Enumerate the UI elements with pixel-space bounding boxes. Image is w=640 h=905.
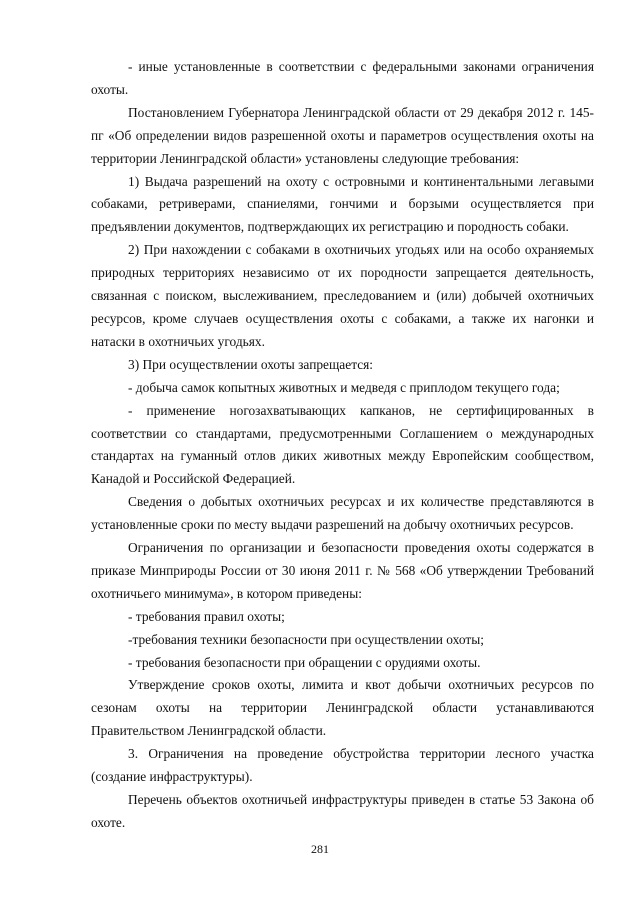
document-body: [91, 56, 594, 835]
list-item-traps-prohibition: - применение ногозахватывающих капканов, не сертифицированных в соответствии со стандартами, предусмотренными Соглашением о международных стандартах на гуманный отлов диких животных между Европейским сообществом, Канадой и Российской Федерацией.: [91, 402, 594, 487]
list-item-safety-techniques: -требования техники безопасности при осуществлении охоты;: [128, 631, 484, 647]
paragraph-requirement-1: 1) Выдача разрешений на охоту с островными и континентальными легавыми собаками, ретриверами, спаниелями, гончими и борзыми осуществляется при предъявлении документов, подтверждающих их регистрацию и породность собаки.: [91, 173, 594, 235]
paragraph-governor-decree: Постановлением Губернатора Ленинградской области от 29 декабря 2012 г. 145-пг «Об определении видов разрешенной охоты и параметров осуществления охоты на территории Ленинградской области» установлены следующие требования:: [91, 104, 594, 166]
page-number: 281: [311, 842, 329, 856]
paragraph-hunting-restrictions-federal: - иные установленные в соответствии с федеральными законами ограничения охоты.: [91, 59, 594, 97]
list-item-females-prohibition: - добыча самок копытных животных и медведя с приплодом текущего года;: [128, 379, 560, 395]
paragraph-infrastructure-restrictions: 3. Ограничения на проведение обустройства территории лесного участка (создание инфраструктуры).: [91, 746, 594, 785]
paragraph-requirement-3: 3) При осуществлении охоты запрещается:: [128, 356, 374, 372]
list-item-weapon-safety: - требования безопасности при обращении с орудиями охоты.: [128, 654, 481, 670]
paragraph-infrastructure-list: Перечень объектов охотничьей инфраструктуры приведен в статье 53 Закона об охоте.: [91, 792, 594, 830]
paragraph-harvest-reporting: Сведения о добытых охотничьих ресурсах и их количестве представляются в установленные сроки по месту выдачи разрешений на добычу охотничьих ресурсов.: [91, 494, 594, 533]
list-item-hunting-rules: - требования правил охоты;: [128, 608, 285, 624]
paragraph-requirement-2: 2) При нахождении с собаками в охотничьих угодьях или на особо охраняемых природных территориях независимо от их породности запрещается деятельность, связанная с поиском, выслеживанием, преследованием и (или) добычей охотничьих ресурсов, кроме случаев осуществления охоты с собаками, а также их нагонки и натаски в охотничьих угодьях.: [91, 242, 594, 349]
paragraph-safety-order: Ограничения по организации и безопасности проведения охоты содержатся в приказе Минприроды России от 30 июня 2011 г. № 568 «Об утверждении Требований охотничьего минимума», в котором приведены:: [91, 540, 594, 601]
paragraph-hunting-seasons: Утверждение сроков охоты, лимита и квот добычи охотничьих ресурсов по сезонам охоты на территории Ленинградской области устанавливаются Правительством Ленинградской области.: [91, 677, 594, 739]
